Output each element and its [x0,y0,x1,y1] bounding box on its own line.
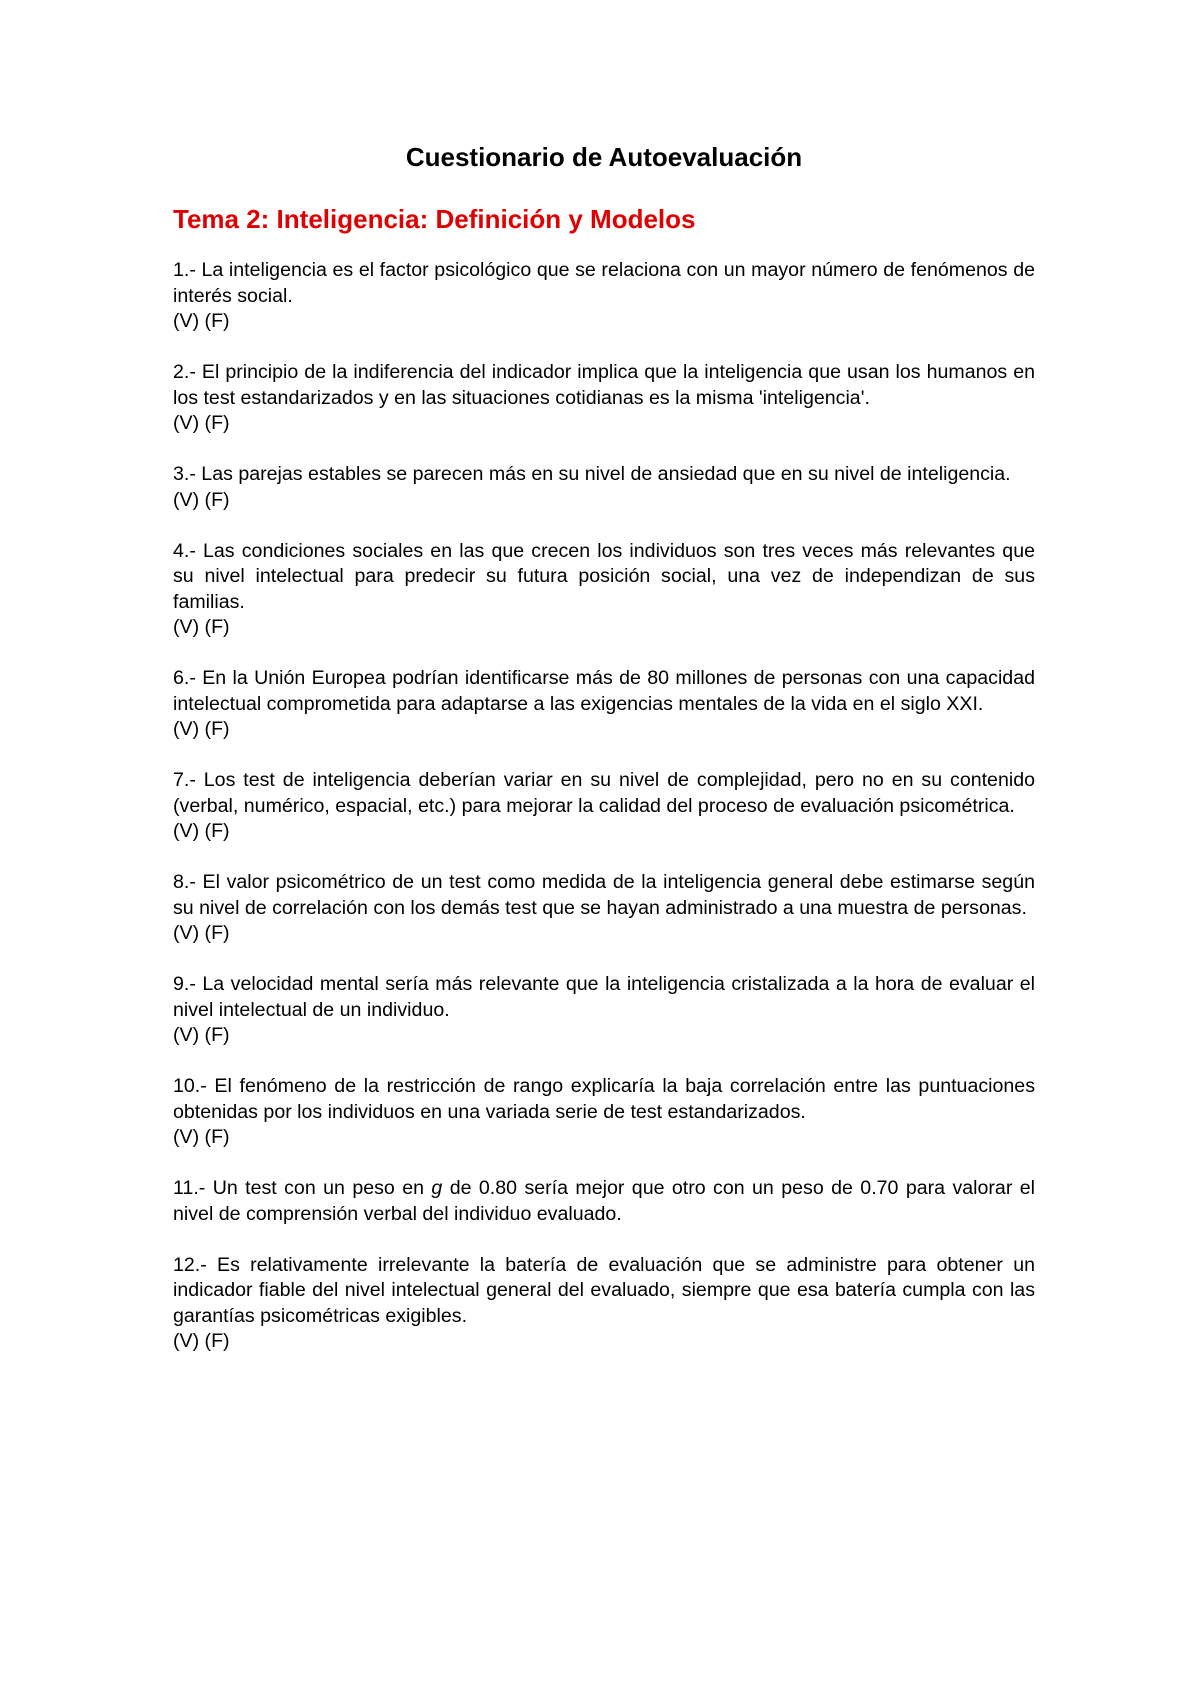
question-text: 1.- La inteligencia es el factor psicológico que se relaciona con un mayor número de fenómenos de interés social. [173,259,1035,307]
question-text: 9.- La velocidad mental sería más relevante que la inteligencia cristalizada a la hora de evaluar el nivel intelectual de un individuo. [173,973,1035,1021]
question-3 [173,462,1035,513]
document-title: Cuestionario de Autoevaluación [405,142,803,172]
answer-options: (V) (F) [173,1126,230,1148]
answer-options: (V) (F) [173,922,230,944]
g-factor-symbol: g [431,1177,443,1199]
answer-options: (V) (F) [173,1024,230,1046]
answer-options: (V) (F) [173,310,230,332]
question-text: 10.- El fenómeno de la restricción de rango explicaría la baja correlación entre las puntuaciones obtenidas por los individuos en una variada serie de test estandarizados. [173,1075,1035,1123]
question-9 [173,972,1035,1049]
question-1 [173,258,1035,335]
question-text: 4.- Las condiciones sociales en las que crecen los individuos son tres veces más relevantes que su nivel intelectual para predecir su futura posición social, una vez de independizan de sus familias. [173,539,1035,613]
document-page [173,140,1035,1380]
question-text: 8.- El valor psicométrico de un test como medida de la inteligencia general debe estimarse según su nivel de correlación con los demás test que se hayan administrado a una muestra de personas. [173,871,1035,919]
answer-options: (V) (F) [173,488,230,511]
answer-options: (V) (F) [173,718,230,740]
question-4 [173,539,1035,641]
question-12 [173,1253,1035,1355]
question-text: 2.- El principio de la indiferencia del indicador implica que la inteligencia que usan los humanos en los test estandarizados y en las situaciones cotidianas es la misma 'inteligencia'. [173,361,1035,409]
question-text [173,1176,1035,1227]
question-11 [173,1176,1035,1227]
question-10 [173,1074,1035,1151]
answer-options: (V) (F) [173,616,230,638]
answer-options: (V) (F) [173,1330,230,1352]
question-6 [173,666,1035,743]
answer-options: (V) (F) [173,412,230,434]
question-text-end: de 0.80 sería mejor que otro con un peso de 0.70 para valorar el nivel de comprensión verbal del individuo evaluado. [173,1177,1035,1225]
question-2 [173,360,1035,437]
section-title: Tema 2: Inteligencia: Definición y Modelos [173,204,696,234]
question-text: 3.- Las parejas estables se parecen más en su nivel de ansiedad que en su nivel de inteligencia. [173,463,1011,485]
question-8 [173,870,1035,947]
question-7 [173,768,1035,845]
question-text: 6.- En la Unión Europea podrían identificarse más de 80 millones de personas con una capacidad intelectual comprometida para adaptarse a las exigencias mentales de la vida en el siglo XXI. [173,667,1035,715]
question-text: 7.- Los test de inteligencia deberían variar en su nivel de complejidad, pero no en su contenido (verbal, numérico, espacial, etc.) para mejorar la calidad del proceso de evaluación psicométrica. [173,769,1035,817]
question-text-start: 11.- Un test con un peso en [173,1177,432,1199]
answer-options: (V) (F) [173,820,230,842]
question-text: 12.- Es relativamente irrelevante la batería de evaluación que se administre para obtener un indicador fiable del nivel intelectual general del evaluado, siempre que esa batería cumpla con las garantías psicométricas exigibles. [173,1253,1035,1327]
